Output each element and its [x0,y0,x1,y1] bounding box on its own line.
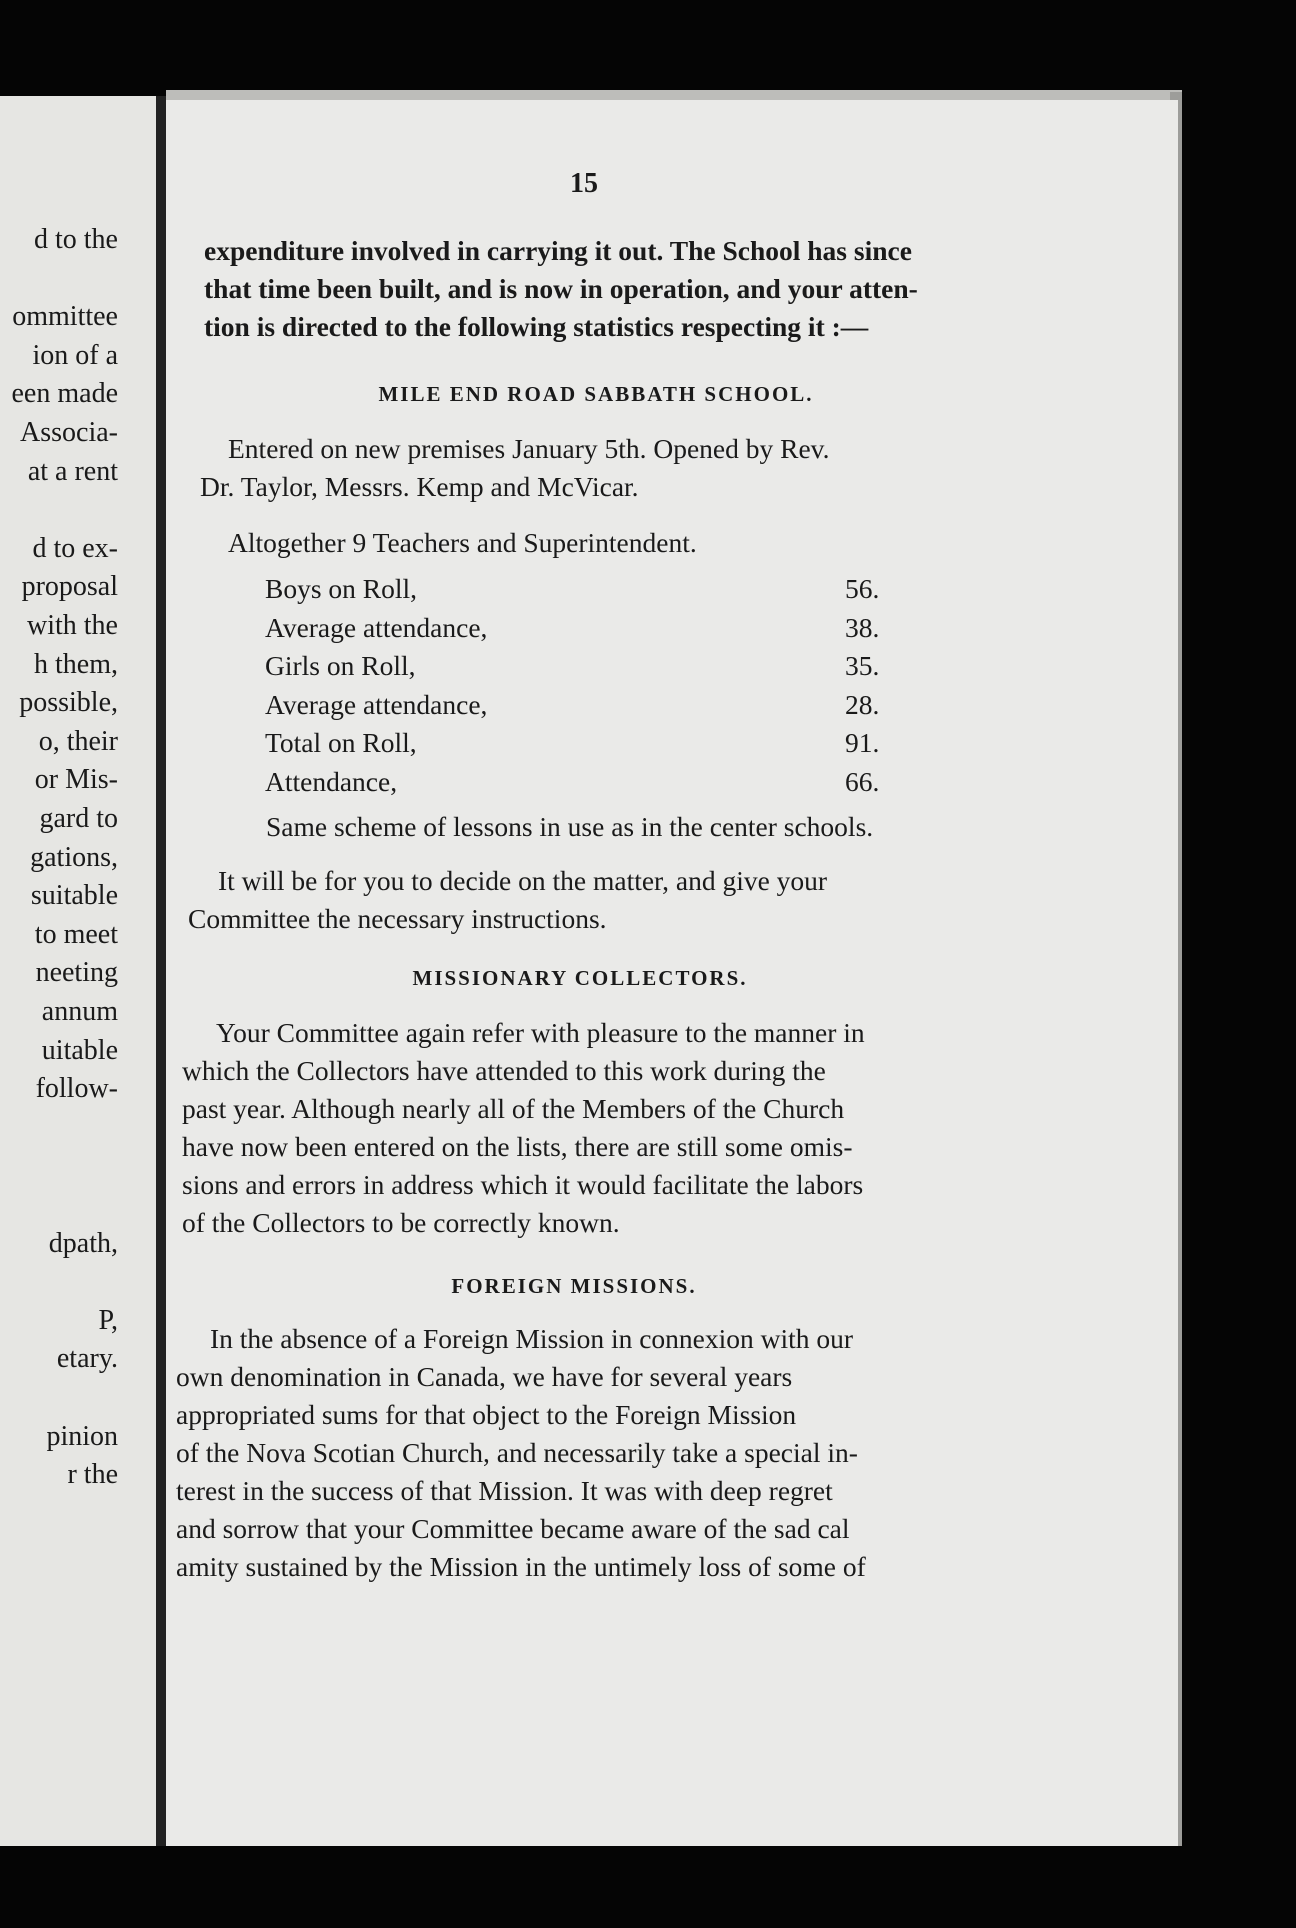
facing-page-line: h them, [34,648,118,680]
attendance-statistics [265,570,905,802]
stat-row [265,763,905,802]
facing-page-line: ommittee [12,301,118,333]
facing-page-line: o, their [38,725,118,757]
stat-label: Average attendance, [265,611,488,643]
facing-page-line: een made [11,378,118,410]
text-line: sions and errors in address which it would facilitate the labors [182,1169,864,1200]
page-number: 15 [570,168,598,199]
facing-page-line: d to the [34,224,118,255]
facing-page-line: uitable [41,1034,118,1066]
text-line: own denomination in Canada, we have for several years [176,1361,793,1392]
facing-page-line: follow- [35,1073,118,1105]
text-line: Entered on new premises January 5th. Opened by Rev. [228,433,830,464]
stat-value: 28. [845,688,880,720]
stat-value: 38. [845,611,880,643]
facing-page-fragment [0,96,160,1846]
stat-label: Total on Roll, [265,727,417,759]
facing-page-line: dpath, [48,1227,118,1259]
teachers-line: Altogether 9 Teachers and Superintendent. [228,527,697,558]
facing-page-line: possible, [19,687,118,719]
section-heading-missionary-collectors: MISSIONARY COLLECTORS. [412,966,748,990]
text-line: terest in the success of that Mission. It was with deep regret [176,1475,833,1506]
stat-label: Average attendance, [265,688,488,720]
facing-page-line: annum [41,996,118,1027]
facing-page-line: gations, [30,841,118,873]
stat-label: Boys on Roll, [265,573,418,604]
facing-page-line: or Mis- [34,764,118,796]
text-line: and sorrow that your Committee became aware of the sad cal [176,1513,850,1544]
facing-page-line: pinion [46,1420,118,1452]
stat-value: 35. [845,650,880,682]
text-line: Committee the necessary instructions. [188,903,607,934]
text-line: which the Collectors have attended to this work during the [182,1055,826,1086]
facing-page-line: Associa- [20,417,118,448]
facing-page-line: ion of a [32,339,118,371]
scheme-line: Same scheme of lessons in use as in the center schools. [266,811,874,842]
text-line: Dr. Taylor, Messrs. Kemp and McVicar. [200,471,639,502]
intro-paragraph [204,232,988,346]
stat-row [265,724,905,763]
stat-label: Girls on Roll, [265,650,416,682]
stat-value: 66. [845,765,880,797]
section-heading-foreign-missions: FOREIGN MISSIONS. [451,1274,697,1298]
stat-value: 91. [845,727,880,759]
facing-page-line: etary. [56,1343,118,1375]
facing-page-line: with the [27,610,118,641]
stat-row [265,647,905,686]
facing-page-line: r the [67,1459,118,1491]
text-line: It will be for you to decide on the matter, and give your [218,865,828,896]
foreign-missions-paragraph [176,1320,966,1586]
facing-page-line: to meet [34,918,118,950]
stat-row [265,609,905,648]
text-line: In the absence of a Foreign Mission in connexion with our [210,1323,854,1354]
facing-page-line: P, [98,1304,118,1336]
facing-page-text [0,96,160,1846]
text-line: Your Committee again refer with pleasure to the manner in [216,1017,865,1048]
stat-value: 56. [845,573,880,604]
collectors-paragraph [182,1014,972,1242]
section-heading-sabbath-school: MILE END ROAD SABBATH SCHOOL. [378,382,814,406]
sabbath-school-paragraph [200,430,990,506]
text-line: tion is directed to the following statistics respecting it :— [204,311,869,342]
facing-page-line: neeting [35,957,118,989]
text-line: that time been built, and is now in operation, and your atten- [204,273,918,304]
text-line: of the Nova Scotian Church, and necessarily take a special in- [176,1437,858,1468]
facing-page-line: at a rent [27,455,118,487]
text-line: past year. Although nearly all of the Members of the Church [182,1093,845,1124]
decide-paragraph [188,862,978,938]
stat-row [265,570,905,609]
text-line: expenditure involved in carrying it out. The School has since [204,235,912,266]
facing-page-line: suitable [30,880,118,912]
text-line: amity sustained by the Mission in the untimely loss of some of [176,1551,866,1582]
stat-row [265,686,905,725]
page-top-edge [166,90,1182,100]
facing-page-line: d to ex- [32,532,118,564]
stat-label: Attendance, [265,765,398,797]
text-line: appropriated sums for that object to the Foreign Mission [176,1399,797,1430]
facing-page-line: gard to [39,803,118,834]
text-line: have now been entered on the lists, there are still some omis- [182,1131,853,1162]
text-line: of the Collectors to be correctly known. [182,1207,620,1238]
facing-page-line: proposal [21,571,118,603]
